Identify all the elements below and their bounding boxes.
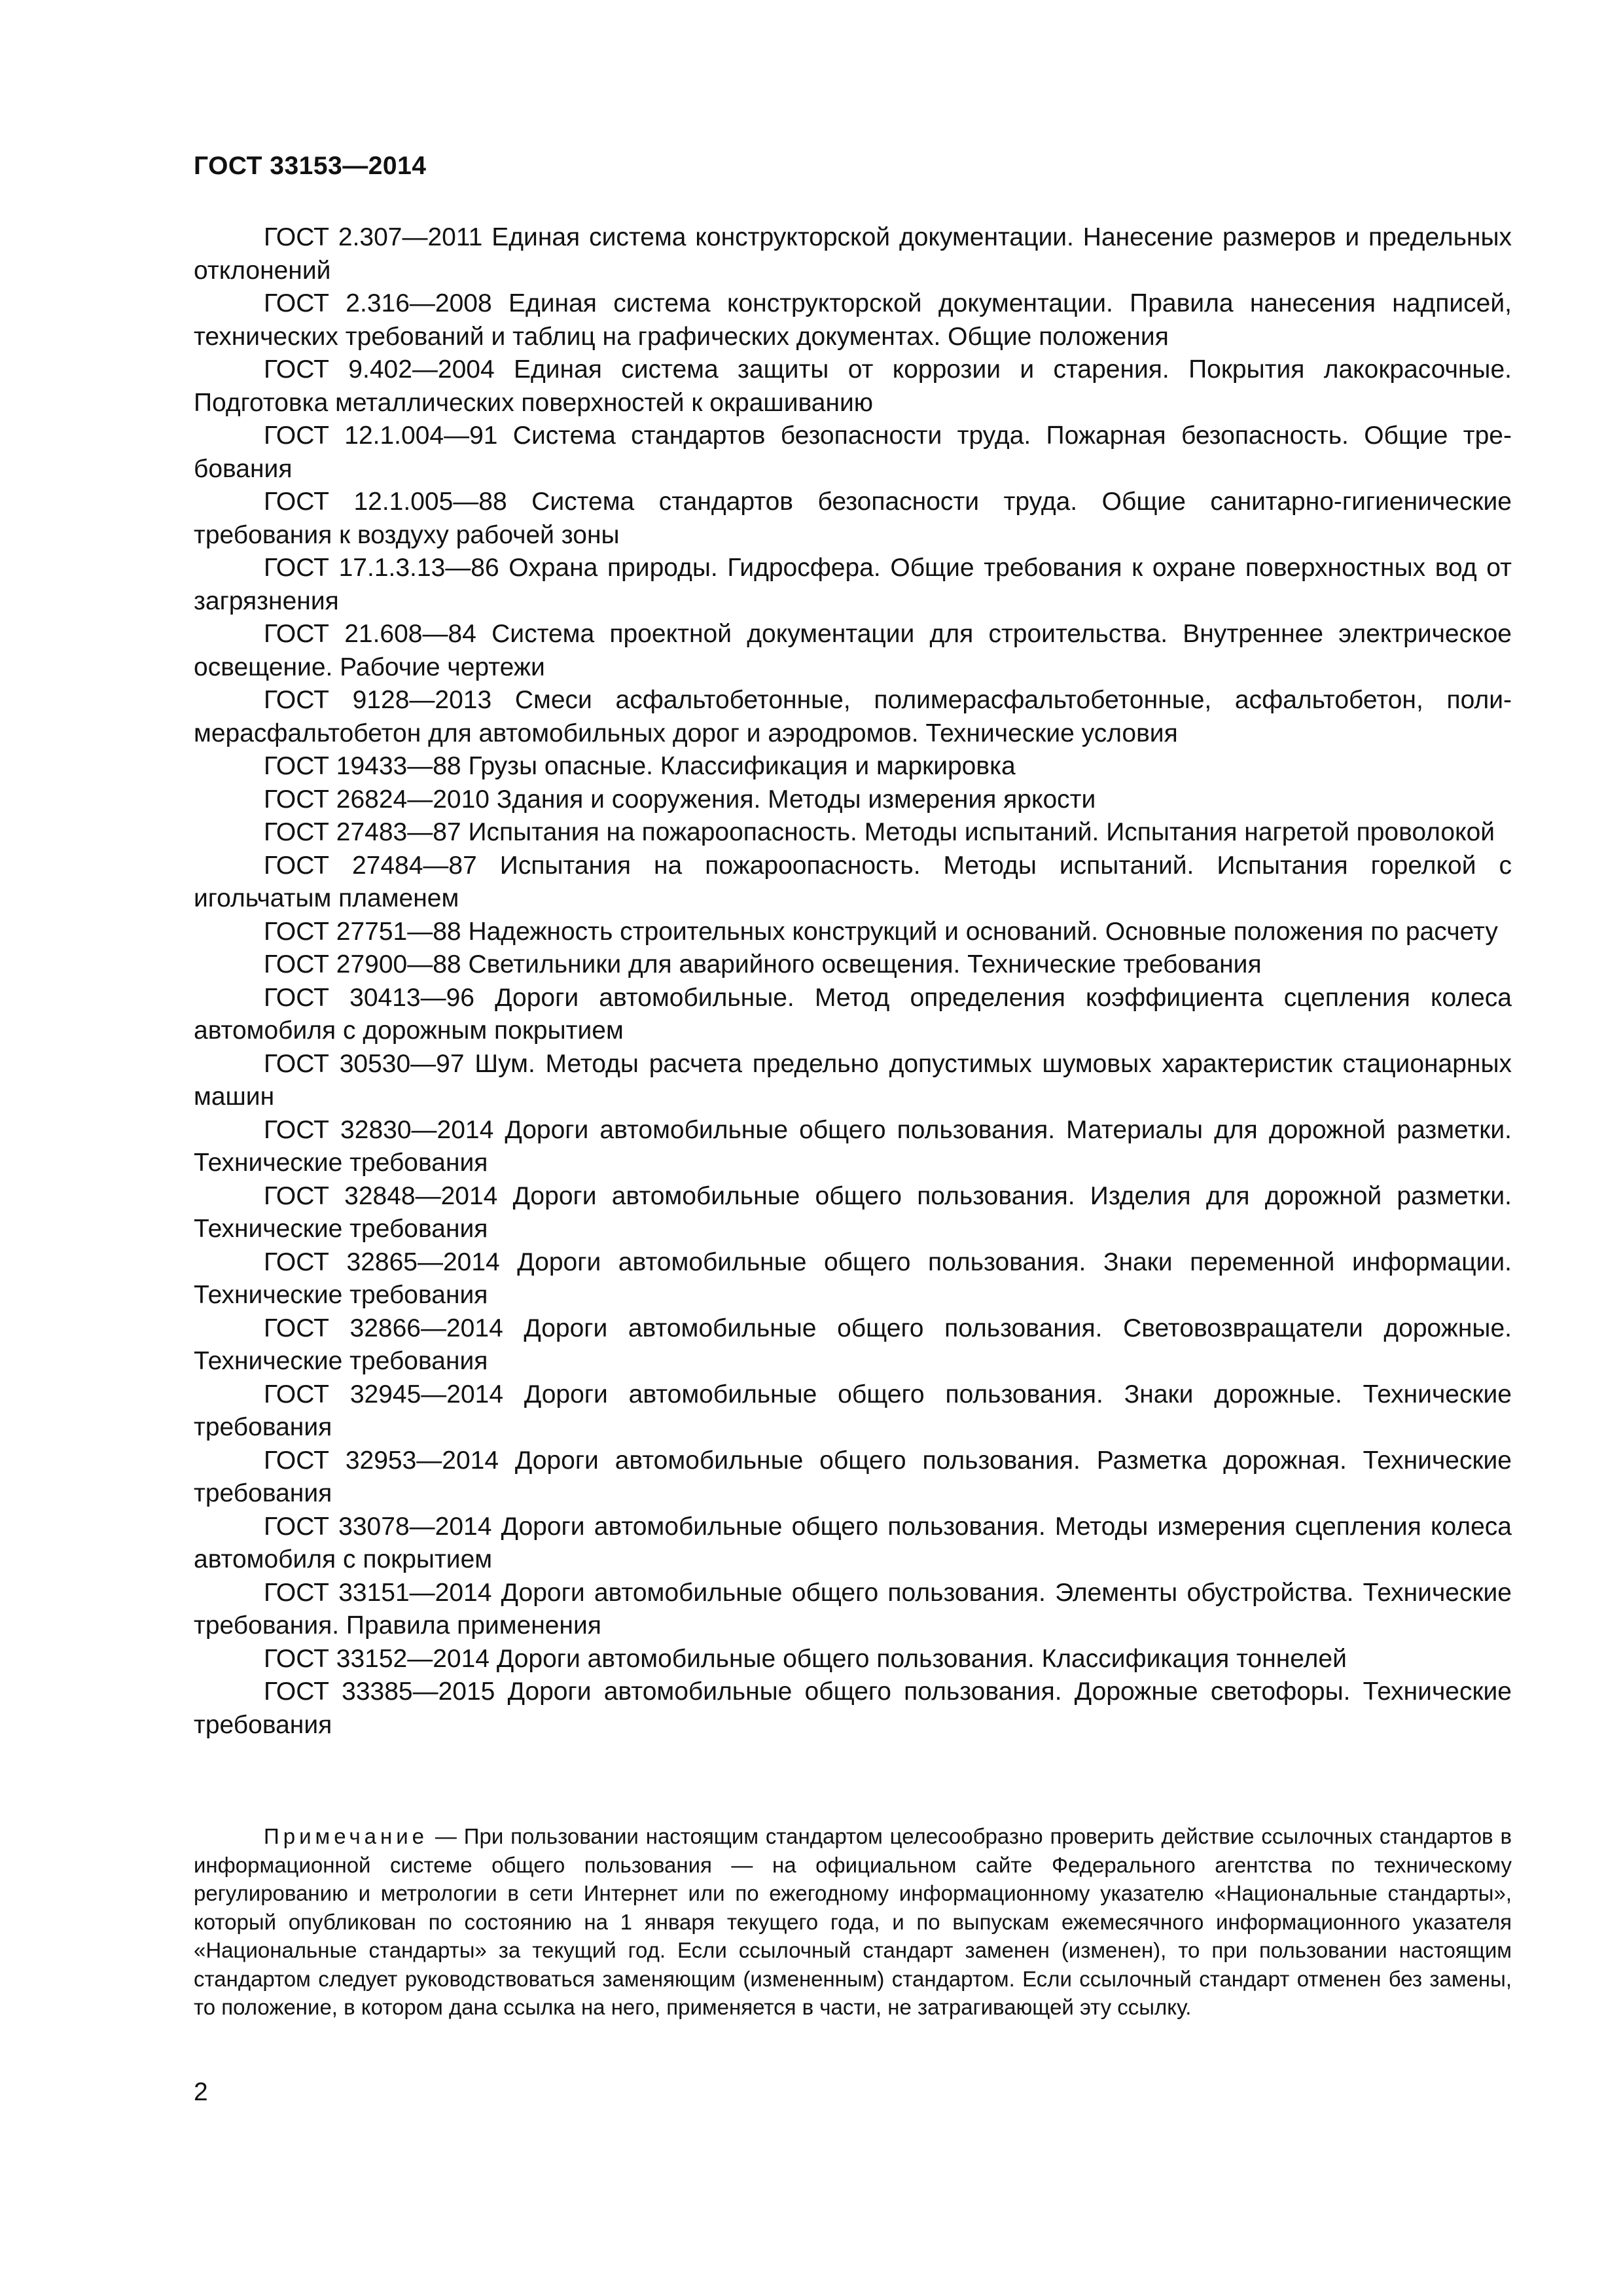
reference-item: ГОСТ 21.608—84 Система проектной документации для строительства. Внутреннее электрическое освещение. Рабочие чертежи	[194, 620, 1512, 681]
reference-item: ГОСТ 32830—2014 Дороги автомобильные общего пользования. Материалы для дорожной разметки. Технические требования	[194, 1115, 1512, 1177]
note-label: Примечание	[264, 1824, 429, 1848]
reference-item: ГОСТ 12.1.005—88 Система стандартов безопасности труда. Общие санитарно-гигиенические требования к воздуху рабочей зоны	[194, 488, 1512, 549]
reference-item: ГОСТ 33385—2015 Дороги автомобильные общего пользования. Дорожные светофоры. Технические требования	[194, 1677, 1512, 1739]
document-header: ГОСТ 33153—2014	[194, 152, 427, 180]
reference-item: ГОСТ 32848—2014 Дороги автомобильные общего пользования. Изделия для дорожной разметки. Технические требования	[194, 1181, 1512, 1243]
reference-item: ГОСТ 32945—2014 Дороги автомобильные общего пользования. Знаки дорожные. Технические требования	[194, 1380, 1512, 1441]
reference-item: ГОСТ 30530—97 Шум. Методы расчета предельно допустимых шумовых характеристик стационарных машин	[194, 1049, 1512, 1111]
reference-item: ГОСТ 19433—88 Грузы опасные. Классификация и маркировка	[264, 752, 1016, 780]
normative-references-list	[194, 221, 1512, 1742]
reference-item: ГОСТ 27484—87 Испытания на пожароопасность. Методы испытаний. Испытания горелкой с игольчатым пламенем	[194, 851, 1512, 912]
reference-item: ГОСТ 27751—88 Надежность строительных конструкций и оснований. Основные положения по расчету	[264, 917, 1498, 946]
reference-item: ГОСТ 2.316—2008 Единая система конструкторской документации. Правила нанесения надписей, технических требований и таблиц на графических документах. Общие положения	[194, 289, 1512, 351]
reference-item: ГОСТ 30413—96 Дороги автомобильные. Метод определения коэффициента сцепления колеса автомобиля с дорожным покрытием	[194, 983, 1512, 1045]
reference-item: ГОСТ 33151—2014 Дороги автомобильные общего пользования. Элементы обустройства. Технические требования. Правила применения	[194, 1578, 1512, 1640]
note-text: — При пользовании настоящим стандартом целесообразно проверить действие ссылочных стандартов в информационной системе общего пользования — на официальном сайте Федерального агентства по техническому регулированию и метрологии в сети Интернет или по ежегодному информационному указателю «Национальные стандарты», который опубликован по состоянию на 1 января текущего года, и по выпускам ежемесячного информационного указателя «Национальные стандарты» за текущий год. Если ссылочный стандарт заменен (изменен), то при пользовании настоящим стандартом следует руководствоваться заменяющим (измененным) стандартом. Если ссылочный стандарт отменен без замены, то положение, в котором дана ссылка на него, применяется в части, не затрагивающей эту ссылку.	[194, 1824, 1512, 2019]
note-paragraph	[194, 1822, 1512, 2022]
reference-item: ГОСТ 2.307—2011 Единая система конструкторской документации. Нанесение размеров и предельных отклонений	[194, 223, 1512, 285]
reference-item: ГОСТ 17.1.3.13—86 Охрана природы. Гидросфера. Общие требования к охране поверхностных вод от загрязнения	[194, 554, 1512, 615]
reference-item: ГОСТ 32866—2014 Дороги автомобильные общего пользования. Световозвращатели дорожные. Технические требования	[194, 1314, 1512, 1375]
reference-item: ГОСТ 9.402—2004 Единая система защиты от коррозии и старения. Покрытия лакокрасочные. Подготовка металлических поверхностей к окрашиванию	[194, 355, 1512, 417]
reference-item: ГОСТ 27483—87 Испытания на пожароопасность. Методы испытаний. Испытания нагретой проволокой	[264, 818, 1495, 846]
reference-item: ГОСТ 32953—2014 Дороги автомобильные общего пользования. Разметка дорожная. Технические требования	[194, 1446, 1512, 1507]
reference-item: ГОСТ 33078—2014 Дороги автомобильные общего пользования. Методы измерения сцепления колеса автомобиля с покрытием	[194, 1512, 1512, 1573]
reference-item: ГОСТ 12.1.004—91 Система стандартов безопасности труда. Пожарная безопасность. Общие требования	[194, 422, 1512, 483]
reference-item: ГОСТ 27900—88 Светильники для аварийного освещения. Технические требования	[264, 950, 1262, 978]
reference-item: ГОСТ 26824—2010 Здания и сооружения. Методы измерения яркости	[264, 785, 1096, 814]
reference-item: ГОСТ 9128—2013 Смеси асфальтобетонные, полимерасфальтобетонные, асфальтобетон, полимерасфальтобетон для автомобильных дорог и аэродромов. Технические условия	[194, 686, 1512, 747]
reference-item: ГОСТ 33152—2014 Дороги автомобильные общего пользования. Классификация тоннелей	[264, 1644, 1347, 1673]
page-number: 2	[194, 2078, 208, 2106]
reference-item: ГОСТ 32865—2014 Дороги автомобильные общего пользования. Знаки переменной информации. Технические требования	[194, 1247, 1512, 1309]
